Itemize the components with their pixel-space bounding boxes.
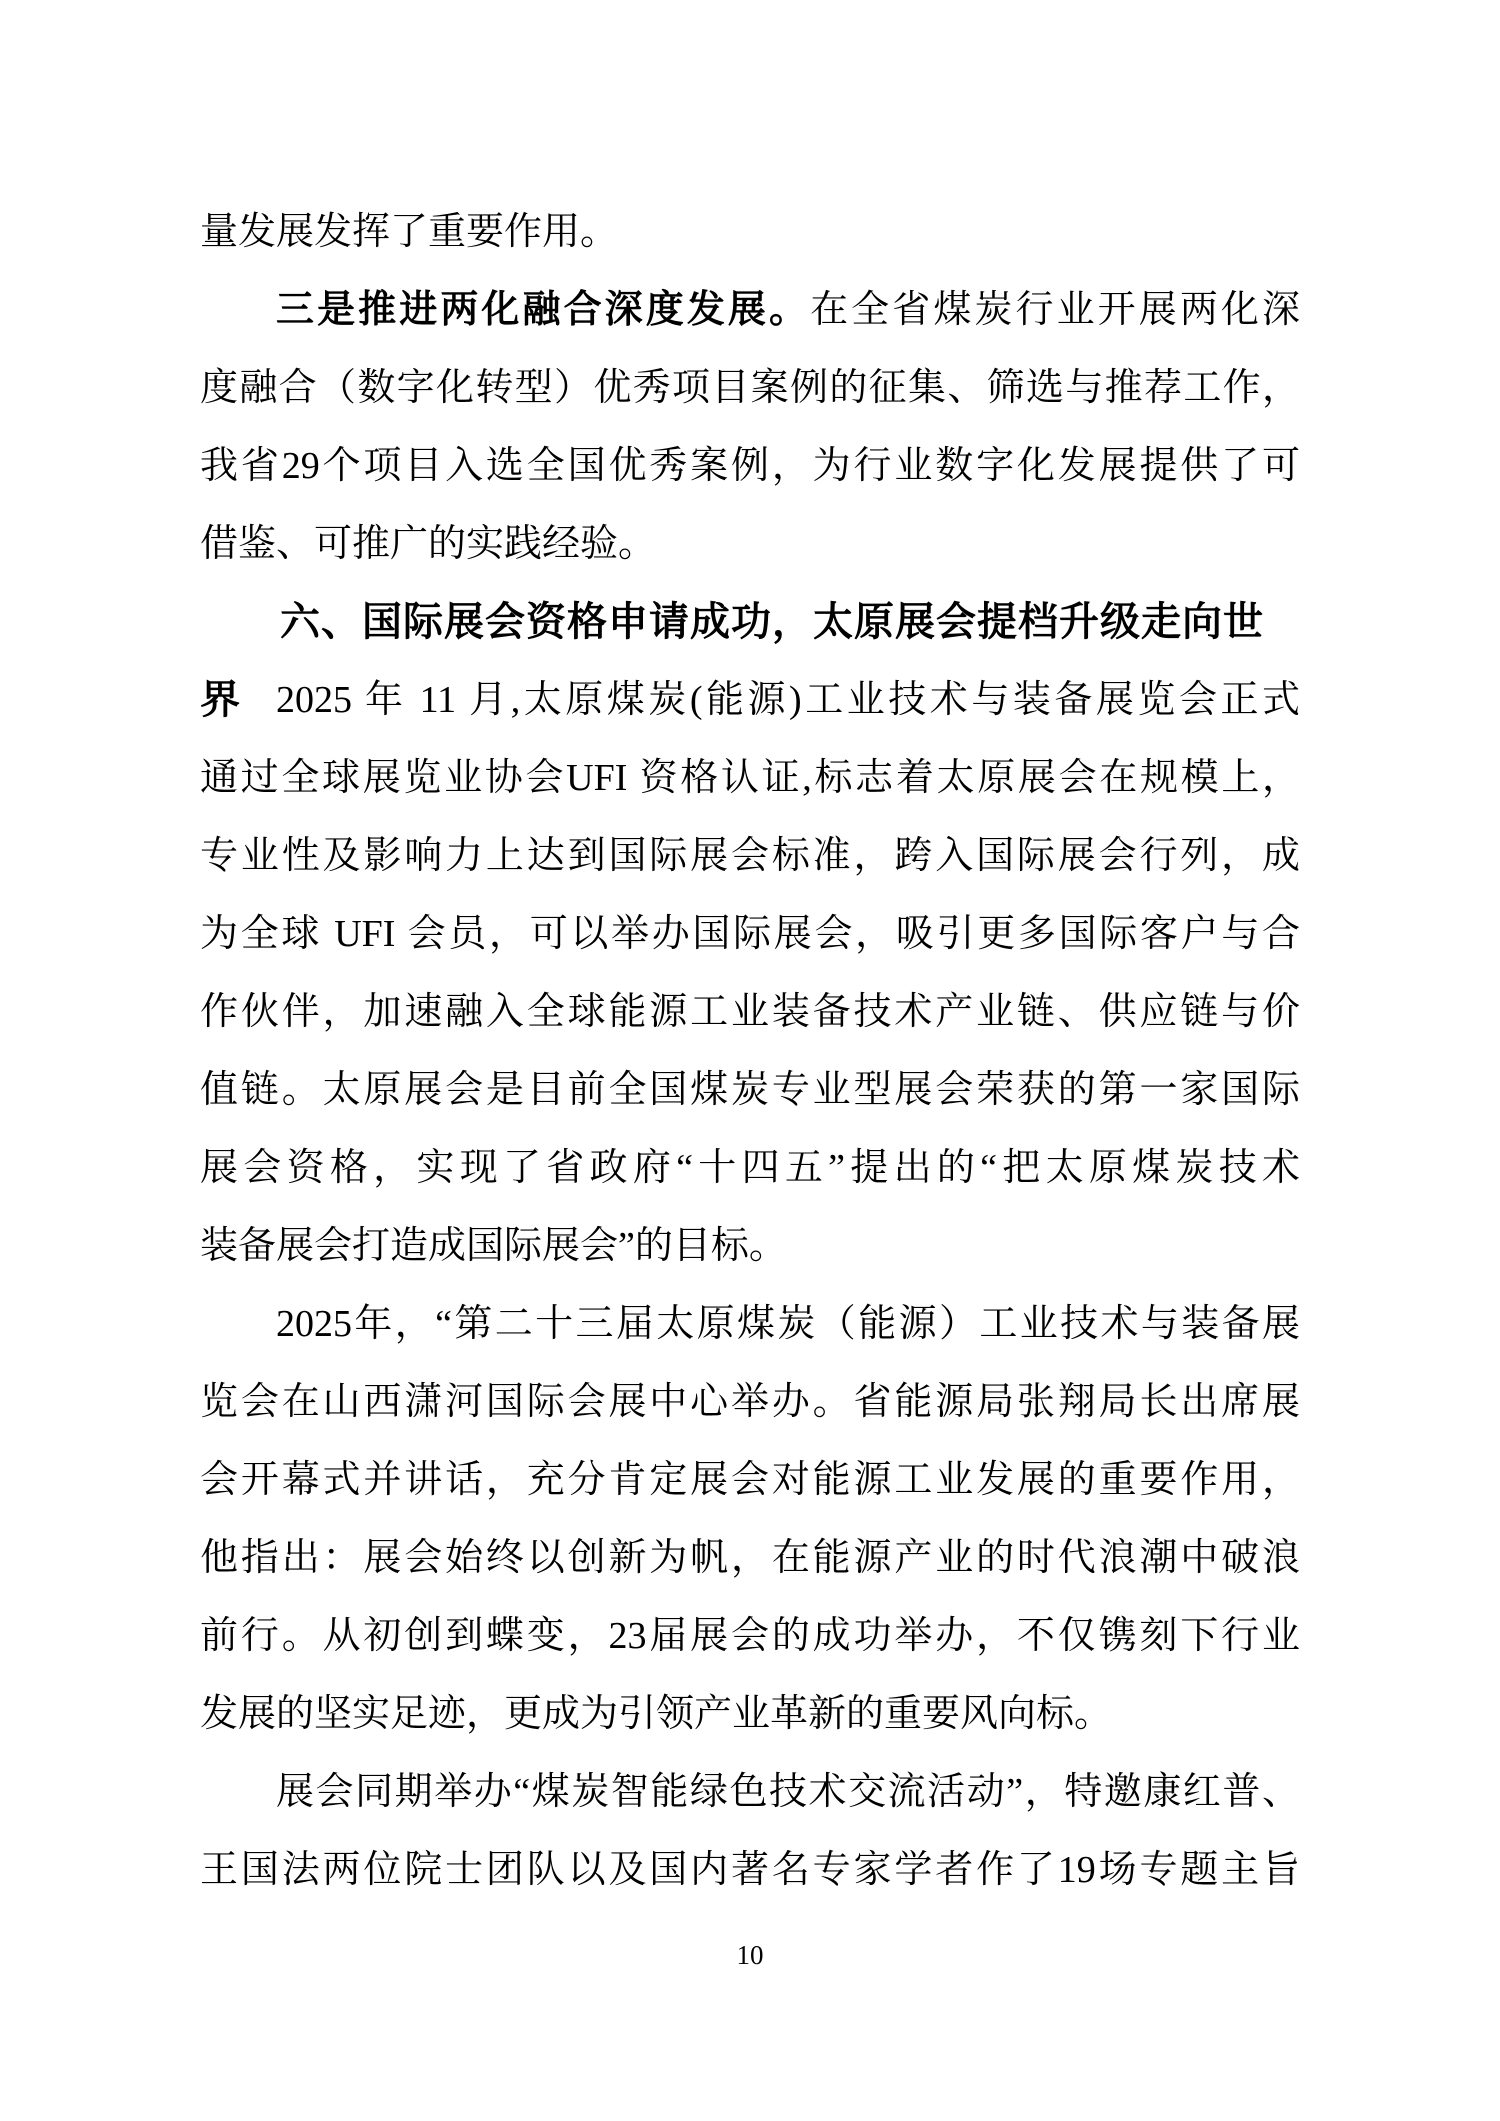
text-line [200,1129,1300,1207]
text-segment: 王国法两位院士团队以及国内著名专家学者作了19场专题主旨 [200,1849,1300,1891]
text-segment: 前行。从初创到蝶变，23届展会的成功举办，不仅镌刻下行业 [200,1615,1300,1657]
text-segment: 通过全球展览业协会UFI 资格认证,标志着太原展会在规模上， [200,757,1300,799]
text-line [200,1597,1300,1675]
text-segment: 度融合（数字化转型）优秀项目案例的征集、筛选与推荐工作， [200,367,1300,409]
text-line [200,271,1300,349]
text-segment: 专业性及影响力上达到国际展会标准，跨入国际展会行列，成 [200,835,1300,877]
text-line [200,895,1300,973]
text-line [200,739,1300,817]
text-segment: 在全省煤炭行业开展两化深 [810,289,1300,331]
text-line [200,817,1300,895]
text-segment: 借鉴、可推广的实践经验。 [200,523,657,565]
text-line [200,1675,1300,1753]
text-segment: 我省29个项目入选全国优秀案例，为行业数字化发展提供了可 [200,445,1300,487]
text-line [200,505,1300,583]
text-line [200,193,1300,271]
text-line [200,973,1300,1051]
text-segment: 作伙伴，加速融入全球能源工业装备技术产业链、供应链与价 [200,991,1300,1033]
text-segment: 览会在山西潇河国际会展中心举办。省能源局张翔局长出席展 [200,1381,1300,1423]
text-segment: 会开幕式并讲话，充分肯定展会对能源工业发展的重要作用， [200,1459,1300,1501]
text-line [200,1753,1300,1831]
text-segment: 值链。太原展会是目前全国煤炭专业型展会荣获的第一家国际 [200,1069,1300,1111]
text-line [200,1051,1300,1129]
page-footer [0,1936,1500,1974]
text-segment: 他指出：展会始终以创新为帆，在能源产业的时代浪潮中破浪 [200,1537,1300,1579]
text-segment: 为全球 UFI 会员，可以举办国际展会，吸引更多国际客户与合 [200,913,1300,955]
bold-text-segment: 六、国际展会资格申请成功，太原展会提档升级走向世界 [200,600,1264,722]
page-number: 10 [736,1940,764,1970]
text-segment: 量发展发挥了重要作用。 [200,211,619,253]
text-segment: 2025 年 11 月,太原煤炭(能源)工业技术与装备展览会正式 [276,679,1300,721]
text-segment: 展会资格，实现了省政府“十四五”提出的“把太原煤炭技术 [200,1147,1300,1189]
document-body [200,193,1300,1909]
text-line [200,1207,1300,1285]
text-segment: 2025年，“第二十三届太原煤炭（能源）工业技术与装备展 [276,1303,1300,1345]
text-line [200,349,1300,427]
text-line [200,1519,1300,1597]
text-segment: 展会同期举办“煤炭智能绿色技术交流活动”，特邀康红普、 [276,1771,1300,1813]
text-segment: 发展的坚实足迹，更成为引领产业革新的重要风向标。 [200,1693,1113,1735]
bold-text-segment: 三是推进两化融合深度发展。 [276,289,811,331]
text-line [200,661,1300,739]
text-line [200,1363,1300,1441]
text-segment: 装备展会打造成国际展会”的目标。 [200,1225,787,1267]
text-line [200,1285,1300,1363]
text-line [200,1441,1300,1519]
text-line [200,427,1300,505]
text-line [200,1831,1300,1909]
